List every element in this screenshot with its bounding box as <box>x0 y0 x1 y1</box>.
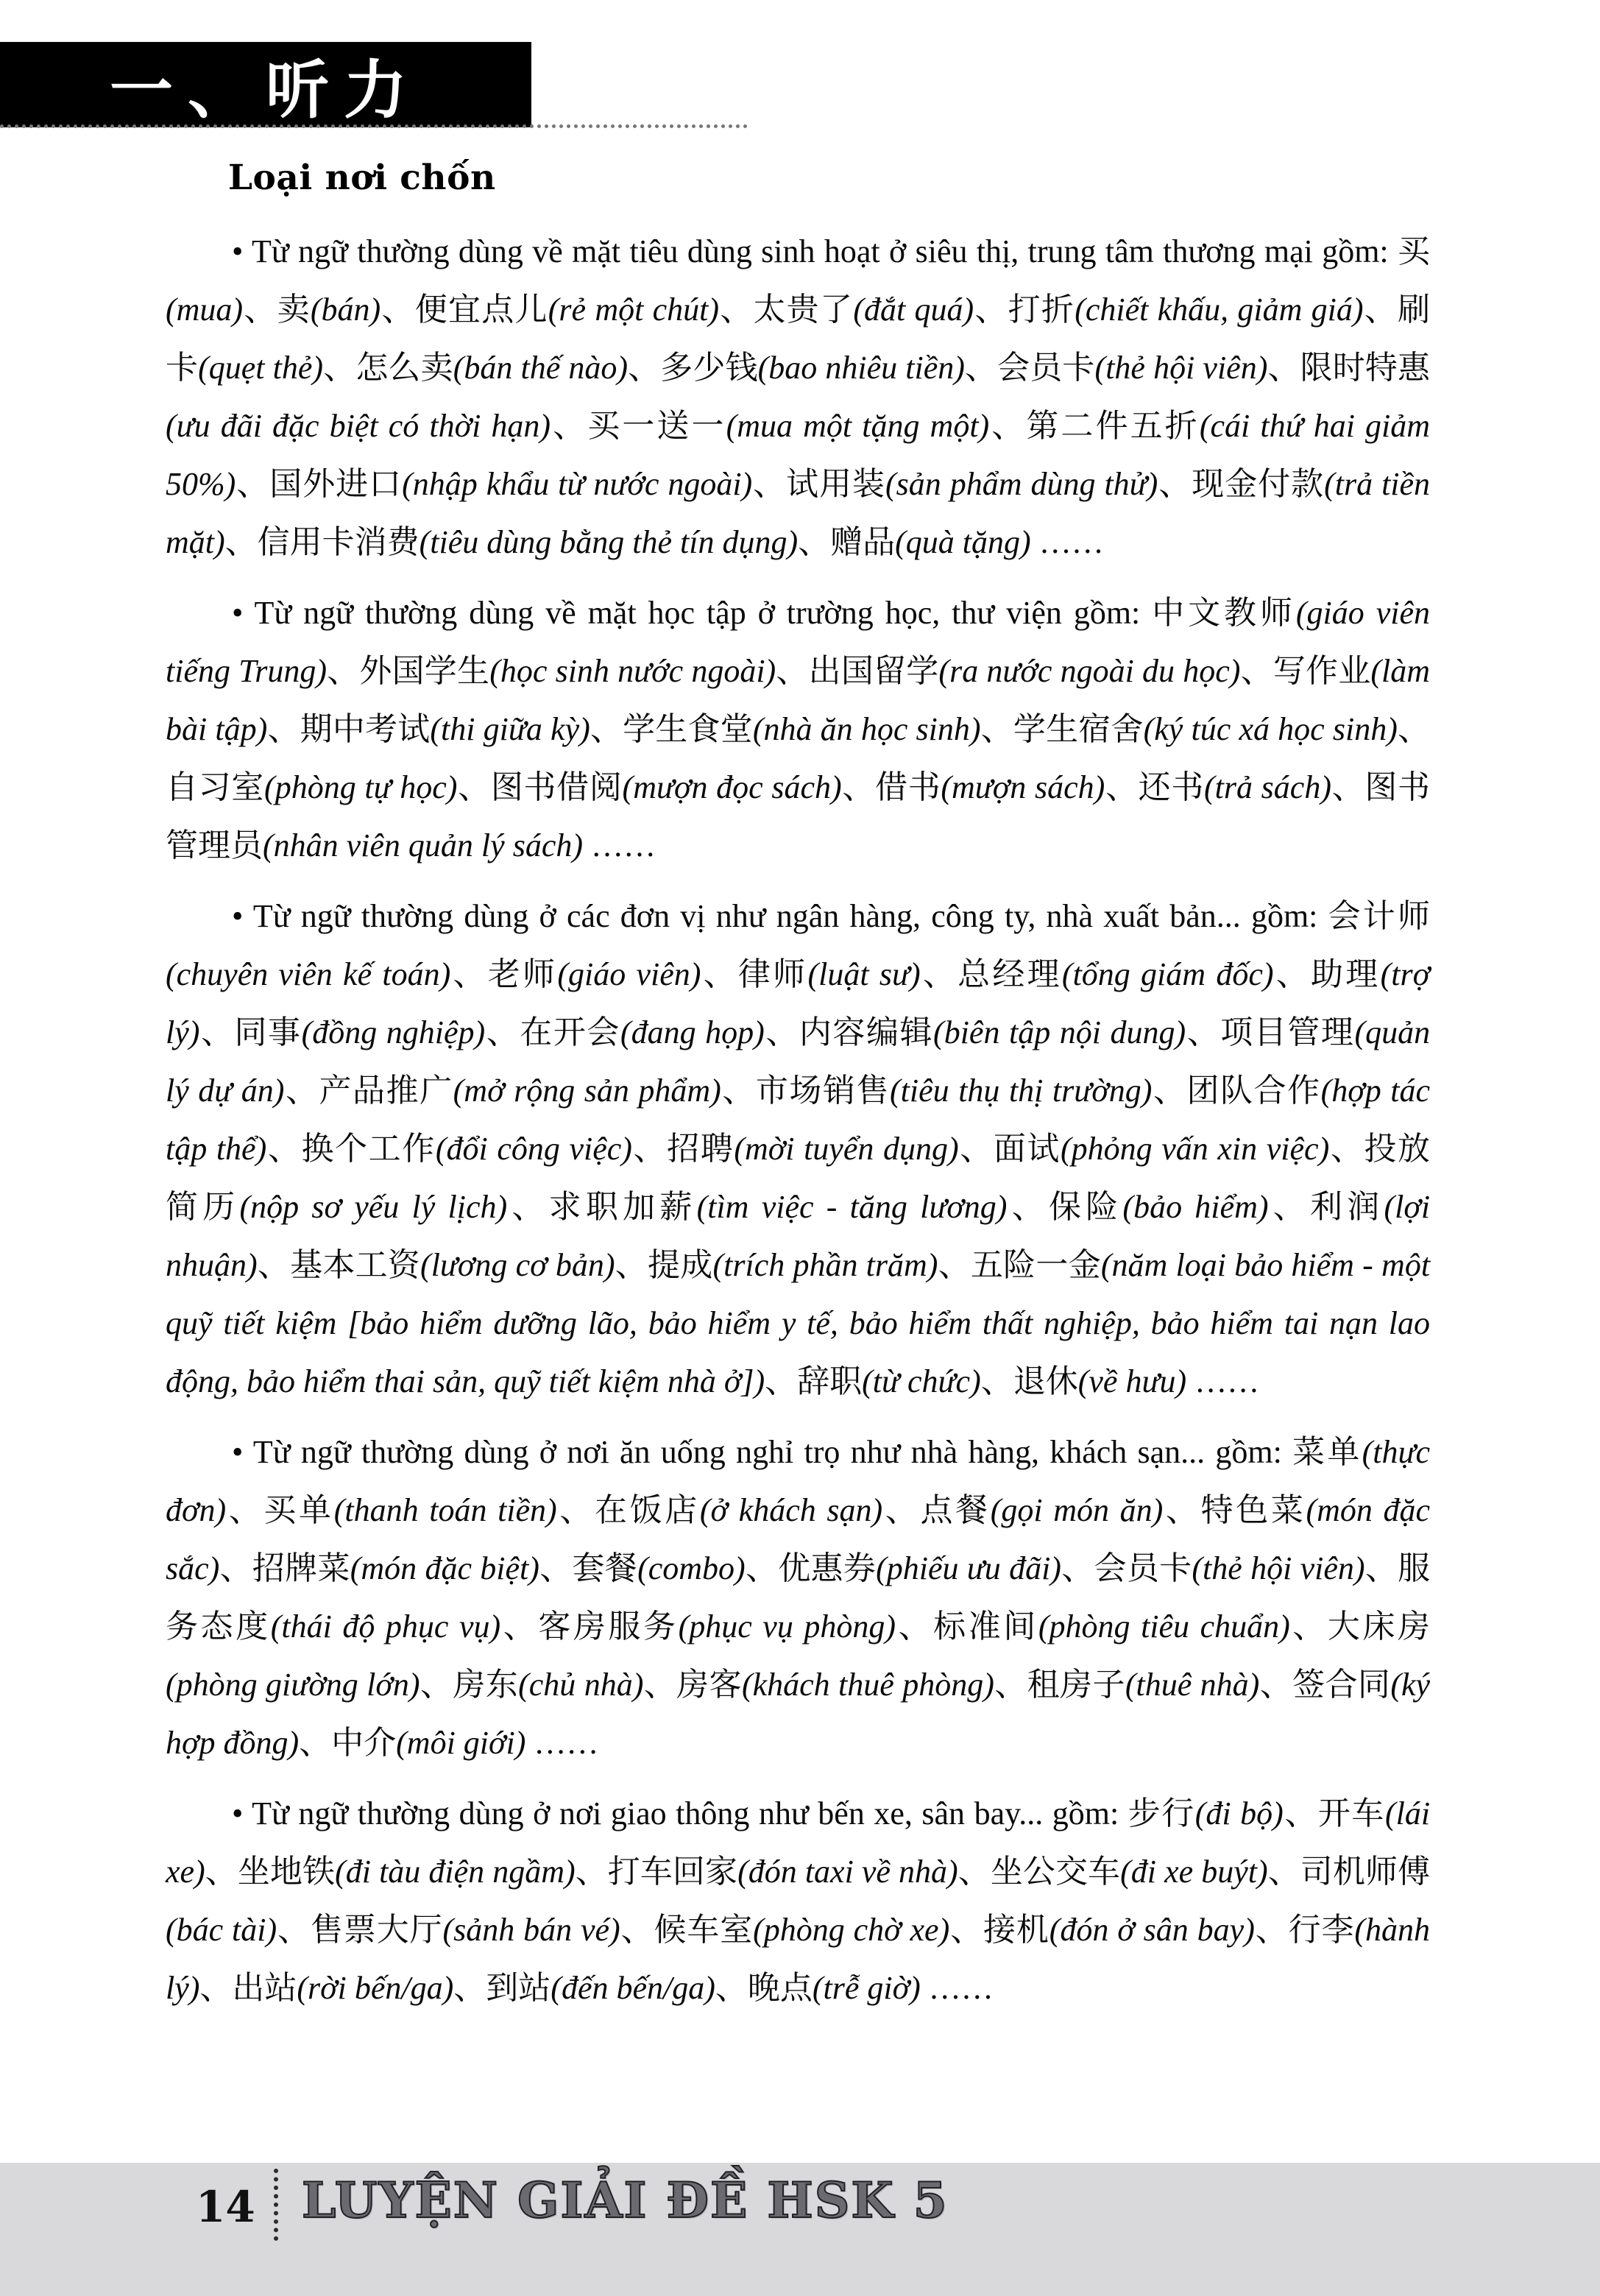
term-chinese: 出国留学 <box>808 653 939 689</box>
term-separator: 、 <box>299 1725 332 1761</box>
term-chinese: 提成 <box>648 1247 713 1283</box>
term-separator: 、 <box>453 1970 486 2006</box>
term-separator: 、 <box>752 466 787 502</box>
term-vietnamese: (nhập khẩu từ nước ngoài) <box>402 466 753 502</box>
term-separator: 、 <box>1364 1550 1398 1586</box>
term-separator: 、 <box>1397 711 1431 747</box>
term-vietnamese: (quản lý dự án) <box>166 1014 1431 1109</box>
term-separator: 、 <box>539 1550 573 1586</box>
term-chinese: 开车 <box>1317 1795 1385 1831</box>
term-separator: 、 <box>620 1912 654 1948</box>
term-separator: 、 <box>284 1073 319 1109</box>
term-chinese: 便宜点儿 <box>414 292 548 328</box>
footer-divider <box>274 2169 278 2241</box>
vocab-paragraph <box>166 887 1430 1410</box>
term-chinese: 借书 <box>875 769 941 805</box>
term-chinese: 到站 <box>486 1970 551 2006</box>
term-separator: 、 <box>1283 1795 1318 1831</box>
term-vietnamese: (nộp sơ yếu lý lịch) <box>239 1189 508 1225</box>
term-vietnamese: (tiêu thụ thị trường) <box>890 1073 1153 1109</box>
term-separator: 、 <box>1329 1131 1364 1167</box>
term-vietnamese: (tìm việc - tăng lương) <box>696 1189 1008 1225</box>
term-separator: 、 <box>457 769 491 805</box>
term-separator: 、 <box>205 1854 238 1890</box>
vocab-paragraph <box>166 222 1430 571</box>
term-vietnamese: (nhân viên quản lý sách) <box>263 827 583 863</box>
term-chinese: 利润 <box>1309 1189 1384 1225</box>
ellipsis: …… <box>920 1970 994 2006</box>
term-vietnamese: (rời bến/ga) <box>297 1970 454 2006</box>
term-separator: 、 <box>1186 1014 1221 1050</box>
term-separator: 、 <box>896 1608 934 1645</box>
page-footer <box>0 2163 1600 2296</box>
term-chinese: 辞职 <box>797 1363 863 1399</box>
term-separator: 、 <box>1289 1608 1328 1645</box>
term-separator: 、 <box>450 956 488 992</box>
vocab-list <box>166 222 1430 2030</box>
term-vietnamese: (thanh toán tiền) <box>333 1492 557 1528</box>
term-vietnamese: (phiếu ưu đãi) <box>876 1550 1061 1586</box>
term-vietnamese: (ra nước ngoài du học) <box>938 653 1241 689</box>
term-chinese: 打折 <box>1008 292 1075 328</box>
term-chinese: 国外进口 <box>269 466 403 502</box>
term-chinese: 晚点 <box>747 1970 813 2006</box>
term-separator: 、 <box>1061 1550 1094 1586</box>
vocab-paragraph <box>166 1784 1430 2017</box>
term-vietnamese: (mượn sách) <box>941 769 1105 805</box>
term-vietnamese: (biên tập nội dung) <box>933 1014 1186 1050</box>
term-separator: 、 <box>628 350 661 386</box>
bullet-marker: • <box>232 1434 253 1470</box>
term-vietnamese: (món đặc biệt) <box>350 1550 539 1586</box>
term-vietnamese: (sản phẩm dùng thử) <box>885 466 1158 502</box>
term-chinese: 投放简历 <box>166 1131 1431 1225</box>
ellipsis: …… <box>525 1725 599 1761</box>
term-chinese: 换个工作 <box>301 1131 436 1167</box>
term-separator: 、 <box>590 711 623 747</box>
term-separator: 、 <box>701 956 738 992</box>
term-vietnamese: (hợp tác tập thể) <box>166 1073 1431 1167</box>
term-separator: 、 <box>1259 1667 1293 1703</box>
term-separator: 、 <box>631 1131 668 1167</box>
term-vietnamese: (đến bến/ga) <box>551 1970 715 2006</box>
term-vietnamese: (phòng chờ xe) <box>753 1912 950 1948</box>
term-chinese: 赠品 <box>830 524 896 560</box>
term-vietnamese: (thẻ hội viên) <box>1094 350 1268 386</box>
term-chinese: 坐地铁 <box>237 1854 336 1890</box>
term-separator: 、 <box>1240 653 1273 689</box>
term-chinese: 现金付款 <box>1192 466 1325 502</box>
term-chinese: 出站 <box>232 1970 297 2006</box>
term-chinese: 试用装 <box>786 466 886 502</box>
section-banner-title: 一、听力 <box>110 53 422 127</box>
term-vietnamese: (lương cơ bản) <box>420 1247 615 1283</box>
term-chinese: 大床房 <box>1327 1608 1431 1645</box>
term-separator: 、 <box>980 1363 1013 1399</box>
term-vietnamese: (đang họp) <box>620 1014 765 1050</box>
term-chinese: 太贵了 <box>753 292 854 328</box>
term-vietnamese: (chiết khấu, giảm giá) <box>1075 292 1364 328</box>
term-separator: 、 <box>277 1912 311 1948</box>
term-vietnamese: (rẻ một chút) <box>548 292 720 328</box>
term-separator: 、 <box>938 1247 971 1283</box>
term-chinese: 图书借阅 <box>490 769 623 805</box>
term-chinese: 会员卡 <box>997 350 1095 386</box>
term-separator: 、 <box>949 1912 984 1948</box>
term-vietnamese: (môi giới) <box>396 1725 526 1761</box>
paragraph-intro: Từ ngữ thường dùng ở các đơn vị như ngân hàng, công ty, nhà xuất bản... gồm: <box>252 898 1328 934</box>
term-chinese: 怎么卖 <box>355 350 453 386</box>
term-chinese: 司机师傅 <box>1300 1854 1431 1890</box>
term-separator: 、 <box>1267 1854 1300 1890</box>
term-vietnamese: (quẹt thẻ) <box>198 350 324 386</box>
term-chinese: 学生宿舍 <box>1013 711 1144 747</box>
term-vietnamese: (bán) <box>310 292 381 328</box>
term-chinese: 售票大厅 <box>310 1912 443 1948</box>
term-separator: 、 <box>485 1014 520 1050</box>
term-chinese: 还书 <box>1138 769 1204 805</box>
term-vietnamese: (khách thuê phòng) <box>741 1667 994 1703</box>
term-chinese: 会员卡 <box>1094 1550 1192 1586</box>
term-separator: 、 <box>1158 466 1192 502</box>
term-chinese: 买单 <box>263 1492 334 1528</box>
bullet-marker: • <box>232 898 253 934</box>
term-chinese: 期中考试 <box>300 711 431 747</box>
bullet-marker: • <box>232 1795 252 1831</box>
term-separator: 、 <box>199 1970 233 2006</box>
term-chinese: 总经理 <box>957 956 1062 992</box>
term-chinese: 五险一金 <box>970 1247 1101 1283</box>
term-chinese: 产品推广 <box>319 1073 453 1109</box>
term-chinese: 第二件五折 <box>1026 408 1200 444</box>
page-number: 14 <box>196 2182 255 2232</box>
term-separator: 、 <box>1152 1073 1187 1109</box>
term-separator: 、 <box>776 653 809 689</box>
term-chinese: 标准间 <box>933 1608 1038 1645</box>
term-vietnamese: (thực đơn) <box>166 1434 1431 1528</box>
bullet-marker: • <box>232 233 252 269</box>
term-chinese: 买一送一 <box>587 408 726 444</box>
term-vietnamese: (đắt quá) <box>853 292 974 328</box>
term-chinese: 律师 <box>737 956 808 992</box>
term-separator: 、 <box>507 1189 549 1225</box>
term-vietnamese: (trễ giờ) <box>812 1970 921 2006</box>
term-separator: 、 <box>556 1492 595 1528</box>
term-vietnamese: (trả tiền mặt) <box>166 466 1431 560</box>
ellipsis: …… <box>583 827 656 863</box>
term-vietnamese: (nhà ăn học sinh) <box>752 711 981 747</box>
term-vietnamese: (tổng giám đốc) <box>1061 956 1274 992</box>
term-vietnamese: (chủ nhà) <box>518 1667 644 1703</box>
term-vietnamese: (từ chức) <box>862 1363 981 1399</box>
term-separator: 、 <box>236 466 270 502</box>
term-chinese: 多少钱 <box>660 350 758 386</box>
term-vietnamese: (thuê nhà) <box>1125 1667 1260 1703</box>
term-chinese: 行李 <box>1288 1912 1355 1948</box>
term-separator: 、 <box>615 1247 648 1283</box>
term-separator: 、 <box>745 1550 779 1586</box>
term-chinese: 优惠券 <box>778 1550 877 1586</box>
term-separator: 、 <box>920 956 958 992</box>
term-chinese: 卖 <box>277 292 311 328</box>
term-separator: 、 <box>980 711 1013 747</box>
term-vietnamese: (mua một tặng một) <box>726 408 990 444</box>
dotted-rule <box>0 124 748 128</box>
term-chinese: 会计师 <box>1328 898 1430 934</box>
term-chinese: 接机 <box>983 1912 1049 1948</box>
term-vietnamese: (cái thứ hai giảm 50%) <box>166 408 1431 502</box>
term-chinese: 刷卡 <box>166 292 1431 386</box>
paragraph-intro: Từ ngữ thường dùng về mặt tiêu dùng sinh hoạt ở siêu thị, trung tâm thương mại gồm: <box>251 233 1398 269</box>
term-vietnamese: (bán thế nào) <box>453 350 628 386</box>
term-separator: 、 <box>1105 769 1139 805</box>
term-separator: 、 <box>266 1131 302 1167</box>
term-chinese: 信用卡消费 <box>257 524 420 560</box>
term-vietnamese: (giáo viên) <box>557 956 701 992</box>
term-vietnamese: (phòng giường lớn) <box>166 1667 420 1703</box>
term-chinese: 点餐 <box>920 1492 991 1528</box>
term-separator: 、 <box>323 350 356 386</box>
term-separator: 、 <box>958 1131 994 1167</box>
term-chinese: 外国学生 <box>359 653 490 689</box>
term-separator: 、 <box>224 524 258 560</box>
term-vietnamese: (mượn đọc sách) <box>622 769 842 805</box>
term-chinese: 坐公交车 <box>990 1854 1121 1890</box>
term-chinese: 内容编辑 <box>799 1014 934 1050</box>
term-chinese: 房东 <box>453 1667 519 1703</box>
ellipsis: …… <box>1030 524 1104 560</box>
term-separator: 、 <box>994 1667 1027 1703</box>
term-vietnamese: (đón taxi về nhà) <box>737 1854 958 1890</box>
term-vietnamese: (phục vụ phòng) <box>678 1608 896 1645</box>
term-vietnamese: (bảo hiểm) <box>1122 1189 1269 1225</box>
term-separator: 、 <box>1163 1492 1201 1528</box>
term-vietnamese: (năm loại bảo hiểm - một quỹ tiết kiệm [bảo hiểm dưỡng lão, bảo hiểm y tế, bảo hiểm thất nghiệp, bảo hiểm tai nạn lao động, bảo hiểm thai sản, quỹ tiết kiệm nhà ở]) <box>166 1247 1431 1399</box>
term-chinese: 退休 <box>1013 1363 1078 1399</box>
term-chinese: 学生食堂 <box>623 711 753 747</box>
term-separator: 、 <box>1331 769 1365 805</box>
term-separator: 、 <box>1268 1189 1310 1225</box>
paragraph-intro: Từ ngữ thường dùng về mặt học tập ở trường học, thư viện gồm: <box>254 595 1153 631</box>
term-chinese: 招聘 <box>667 1131 734 1167</box>
paragraph-intro: Từ ngữ thường dùng ở nơi ăn uống nghỉ trọ như nhà hàng, khách sạn... gồm: <box>252 1434 1293 1470</box>
term-chinese: 团队合作 <box>1186 1073 1321 1109</box>
term-chinese: 在开会 <box>520 1014 620 1050</box>
term-separator: 、 <box>882 1492 921 1528</box>
term-chinese: 候车室 <box>654 1912 754 1948</box>
term-vietnamese: (quà tặng) <box>895 524 1031 560</box>
term-separator: 、 <box>1254 1912 1289 1948</box>
term-separator: 、 <box>380 292 415 328</box>
term-chinese: 打车回家 <box>607 1854 738 1890</box>
term-separator: 、 <box>327 653 360 689</box>
term-vietnamese: (phòng tiêu chuẩn) <box>1038 1608 1290 1645</box>
term-vietnamese: (trích phần trăm) <box>712 1247 938 1283</box>
term-vietnamese: (lợi nhuận) <box>166 1189 1431 1283</box>
term-vietnamese: (đón ở sân bay) <box>1049 1912 1255 1948</box>
term-chinese: 老师 <box>487 956 558 992</box>
term-separator: 、 <box>575 1854 608 1890</box>
term-separator: 、 <box>765 1363 798 1399</box>
term-chinese: 项目管理 <box>1220 1014 1355 1050</box>
term-chinese: 租房子 <box>1027 1667 1125 1703</box>
term-vietnamese: (thi giữa kỳ) <box>430 711 590 747</box>
term-vietnamese: (ký hợp đồng) <box>166 1667 1431 1761</box>
term-vietnamese: (làm bài tập) <box>166 653 1431 747</box>
term-vietnamese: (tiêu dùng bằng thẻ tín dụng) <box>419 524 799 560</box>
term-chinese: 房客 <box>676 1667 742 1703</box>
term-chinese: 限时特惠 <box>1300 350 1430 386</box>
bullet-marker: • <box>232 595 255 631</box>
term-separator: 、 <box>721 1073 756 1109</box>
term-chinese: 写作业 <box>1272 653 1371 689</box>
term-separator: 、 <box>764 1014 799 1050</box>
book-title: LUYỆN GIẢI ĐỀ HSK 5 <box>302 2172 949 2229</box>
term-vietnamese: (chuyên viên kế toán) <box>166 956 451 992</box>
term-chinese: 签合同 <box>1292 1667 1391 1703</box>
term-chinese: 市场销售 <box>755 1073 891 1109</box>
term-vietnamese: (ký túc xá học sinh) <box>1143 711 1398 747</box>
term-vietnamese: (hành lý) <box>166 1912 1431 2006</box>
term-chinese: 图书管理员 <box>166 769 1431 863</box>
term-chinese: 服务态度 <box>166 1550 1431 1645</box>
vocab-paragraph <box>166 584 1430 875</box>
term-chinese: 助理 <box>1311 956 1381 992</box>
term-separator: 、 <box>267 711 300 747</box>
term-vietnamese: (trợ lý) <box>166 956 1431 1050</box>
term-vietnamese: (món đặc sắc) <box>166 1492 1431 1586</box>
term-vietnamese: (phòng tự học) <box>264 769 458 805</box>
ellipsis: …… <box>1186 1363 1260 1399</box>
term-separator: 、 <box>964 350 998 386</box>
term-vietnamese: (học sinh nước ngoài) <box>489 653 776 689</box>
term-chinese: 特色菜 <box>1200 1492 1306 1528</box>
term-chinese: 同事 <box>234 1014 302 1050</box>
term-vietnamese: (giáo viên tiếng Trung) <box>166 595 1430 689</box>
term-vietnamese: (thái độ phục vụ) <box>270 1608 501 1645</box>
term-separator: 、 <box>798 524 831 560</box>
term-chinese: 面试 <box>993 1131 1061 1167</box>
term-vietnamese: (phỏng vấn xin việc) <box>1061 1131 1330 1167</box>
term-separator: 、 <box>1267 350 1300 386</box>
term-vietnamese: (sảnh bán vé) <box>442 1912 620 1948</box>
term-separator: 、 <box>1273 956 1311 992</box>
term-chinese: 步行 <box>1128 1795 1195 1831</box>
term-vietnamese: (đi xe buýt) <box>1120 1854 1268 1890</box>
term-chinese: 中文教师 <box>1152 595 1296 631</box>
term-separator: 、 <box>841 769 876 805</box>
term-chinese: 客房服务 <box>538 1608 679 1645</box>
term-chinese: 套餐 <box>572 1550 638 1586</box>
term-separator: 、 <box>957 1854 991 1890</box>
term-separator: 、 <box>226 1492 264 1528</box>
section-banner <box>0 42 531 127</box>
term-vietnamese: (bác tài) <box>166 1912 277 1948</box>
term-separator: 、 <box>551 408 588 444</box>
term-vietnamese: (ưu đãi đặc biệt có thời hạn) <box>166 408 551 444</box>
section-heading: Loại nơi chốn <box>228 158 496 198</box>
term-chinese: 求职加薪 <box>548 1189 697 1225</box>
term-separator: 、 <box>719 292 754 328</box>
term-chinese: 保险 <box>1048 1189 1123 1225</box>
term-separator: 、 <box>500 1608 539 1645</box>
term-separator: 、 <box>219 1550 252 1586</box>
term-separator: 、 <box>1007 1189 1049 1225</box>
term-vietnamese: (về hưu) <box>1077 1363 1187 1399</box>
term-vietnamese: (ở khách sạn) <box>699 1492 883 1528</box>
term-vietnamese: (đi bộ) <box>1194 1795 1284 1831</box>
term-vietnamese: (combo) <box>637 1550 746 1586</box>
term-vietnamese: (đồng nghiệp) <box>301 1014 486 1050</box>
term-vietnamese: (trả sách) <box>1204 769 1331 805</box>
term-separator: 、 <box>643 1667 677 1703</box>
term-separator: 、 <box>974 292 1008 328</box>
term-separator: 、 <box>243 292 277 328</box>
term-vietnamese: (luật sư) <box>807 956 921 992</box>
term-vietnamese: (đổi công việc) <box>435 1131 632 1167</box>
term-chinese: 自习室 <box>166 769 265 805</box>
vocab-paragraph <box>166 1423 1430 1772</box>
term-vietnamese: (bao nhiêu tiền) <box>757 350 965 386</box>
paragraph-intro: Từ ngữ thường dùng ở nơi giao thông như bến xe, sân bay... gồm: <box>252 1795 1128 1831</box>
term-vietnamese: (lái xe) <box>166 1795 1431 1890</box>
term-vietnamese: (mở rộng sản phẩm) <box>453 1073 721 1109</box>
term-vietnamese: (mua) <box>166 292 244 328</box>
term-chinese: 招牌菜 <box>252 1550 350 1586</box>
term-vietnamese: (gọi món ăn) <box>990 1492 1164 1528</box>
term-vietnamese: (mời tuyển dụng) <box>734 1131 959 1167</box>
term-chinese: 中介 <box>331 1725 397 1761</box>
term-vietnamese: (đi tàu điện ngầm) <box>335 1854 576 1890</box>
term-separator: 、 <box>715 1970 748 2006</box>
term-separator: 、 <box>1363 292 1398 328</box>
term-chinese: 买 <box>1398 233 1431 269</box>
term-separator: 、 <box>257 1247 291 1283</box>
term-vietnamese: (thẻ hội viên) <box>1192 1550 1365 1586</box>
term-chinese: 菜单 <box>1292 1434 1362 1470</box>
term-chinese: 在饭店 <box>595 1492 700 1528</box>
term-chinese: 基本工资 <box>290 1247 421 1283</box>
term-separator: 、 <box>989 408 1027 444</box>
term-separator: 、 <box>420 1667 453 1703</box>
term-separator: 、 <box>199 1014 235 1050</box>
